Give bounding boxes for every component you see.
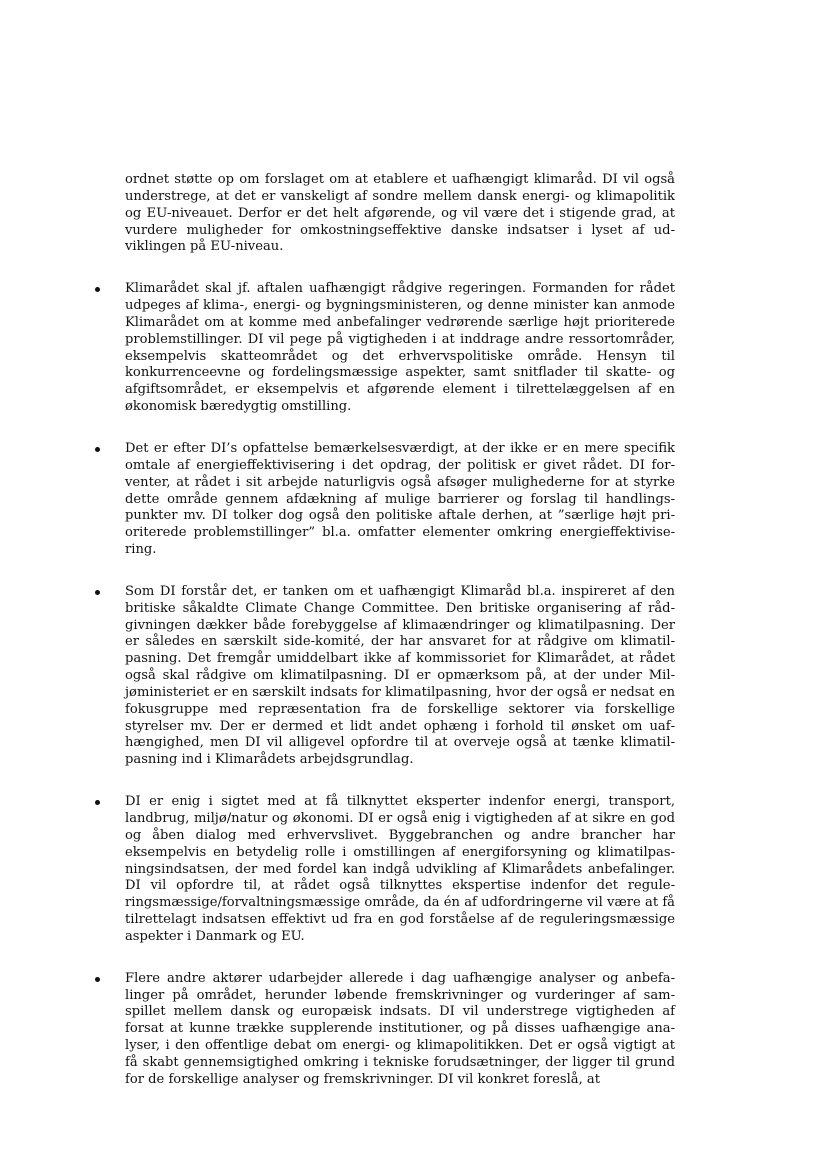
bullet-item-4 [125,794,675,946]
bullet-item-5 [125,971,675,1089]
bullet-item-1 [125,281,675,416]
bullet-item-2 [125,441,675,559]
bullet-text: Det er efter DI’s opfattelse bemærkelsesværdigt, at der ikke er en mere specifik omtale af energieffektivisering i det opdrag, der politisk er givet rådet. DI forventer, at rådet i sit arbejde naturligvis også afsøger mulighederne for at styrke dette område gennem afdækning af mulige barrierer og forslag til handlingspunkter mv. DI tolker dog også den politiske aftale derhen, at ”særlige højt prioriterede problemstillinger” bl.a. omfatter elementer omkring energieffektivisering. [125,440,675,558]
bullet-dot-icon [95,590,100,595]
bullet-dot-icon [95,287,100,292]
bullet-dot-icon [95,800,100,805]
bullet-text: Som DI forstår det, er tanken om et uafhængigt Klimaråd bl.a. inspireret af den britiske såkaldte Climate Change Committee. Den britiske organisering af rådgivningen dækker både forebyggelse af klimaændringer og klimatilpasning. Der er således en særskilt side-komité, der har ansvaret for at rådgive om klimatilpasning. Det fremgår umiddelbart ikke af kommissoriet for Klimarådet, at rådet også skal rådgive om klimatilpasning. DI er opmærksom på, at der under Miljøministeriet er en særskilt indsats for klimatilpasning, hvor der også er nedsat en fokusgruppe med repræsentation fra de forskellige sektorer via forskellige styrelser mv. Der er dermed et lidt andet ophæng i forhold til ønsket om uafhængighed, men DI vil alligevel opfordre til at overveje også at tænke klimatilpasning ind i Klimarådets arbejdsgrundlag. [125,583,675,768]
bullet-text: DI er enig i sigtet med at få tilknyttet eksperter indenfor energi, transport, landbrug, miljø/natur og økonomi. DI er også enig i vigtigheden af at sikre en god og åben dialog med erhvervslivet. Byggebranchen og andre brancher har eksempelvis en betydelig rolle i omstillingen af energiforsyning og klimatilpasningsindsatsen, der med fordel kan indgå udvikling af Klimarådets anbefalinger. DI vil opfordre til, at rådet også tilknyttes ekspertise indenfor det reguleringsmæssige/forvaltningsmæssige område, da én af udfordringerne vil være at få tilrettelagt indsatsen effektivt ud fra en god forståelse af de reguleringsmæssige aspekter i Danmark og EU. [125,794,675,944]
intro-paragraph: ordnet støtte op om forslaget om at etablere et uafhængigt klimaråd. DI vil også understrege, at det er vanskeligt af sondre mellem dansk energi- og klimapolitik og EU-niveauet. Derfor er det helt afgørende, og vil være det i stigende grad, at vurdere muligheder for omkostningseffektive danske indsatser i lyset af udviklingen på EU-niveau. [125,172,675,255]
bullet-text: Klimarådet skal jf. aftalen uafhængigt rådgive regeringen. Formanden for rådet udpeges af klima-, energi- og bygningsministeren, og denne minister kan anmode Klimarådet om at komme med anbefalinger vedrørende særlige højt prioriterede problemstillinger. DI vil pege på vigtigheden i at inddrage andre ressortområder, eksempelvis skatteområdet og det erhvervspolitiske område. Hensyn til konkurrenceevne og fordelingsmæssige aspekter, samt snitflader til skatte- og afgiftsområdet, er eksempelvis et afgørende element i tilrettelæggelsen af en økonomisk bæredygtig omstilling. [125,281,675,415]
bullet-text: Flere andre aktører udarbejder allerede i dag uafhængige analyser og anbefalinger på området, herunder løbende fremskrivninger og vurderinger af samspillet mellem dansk og europæisk indsats. DI vil understrege vigtigheden af forsat at kunne trække supplerende institutioner, og på disses uafhængige analyser, i den offentlige debat om energi- og klimapolitikken. Det er også vigtigt at få skabt gennemsigtighed omkring i tekniske forudsætninger, der ligger til grund for de forskellige analyser og fremskrivninger. DI vil konkret foreslå, at [125,970,675,1087]
bullet-item-3 [125,584,675,769]
document-body [125,172,675,1114]
bullet-dot-icon [95,447,100,452]
bullet-dot-icon [95,977,100,982]
